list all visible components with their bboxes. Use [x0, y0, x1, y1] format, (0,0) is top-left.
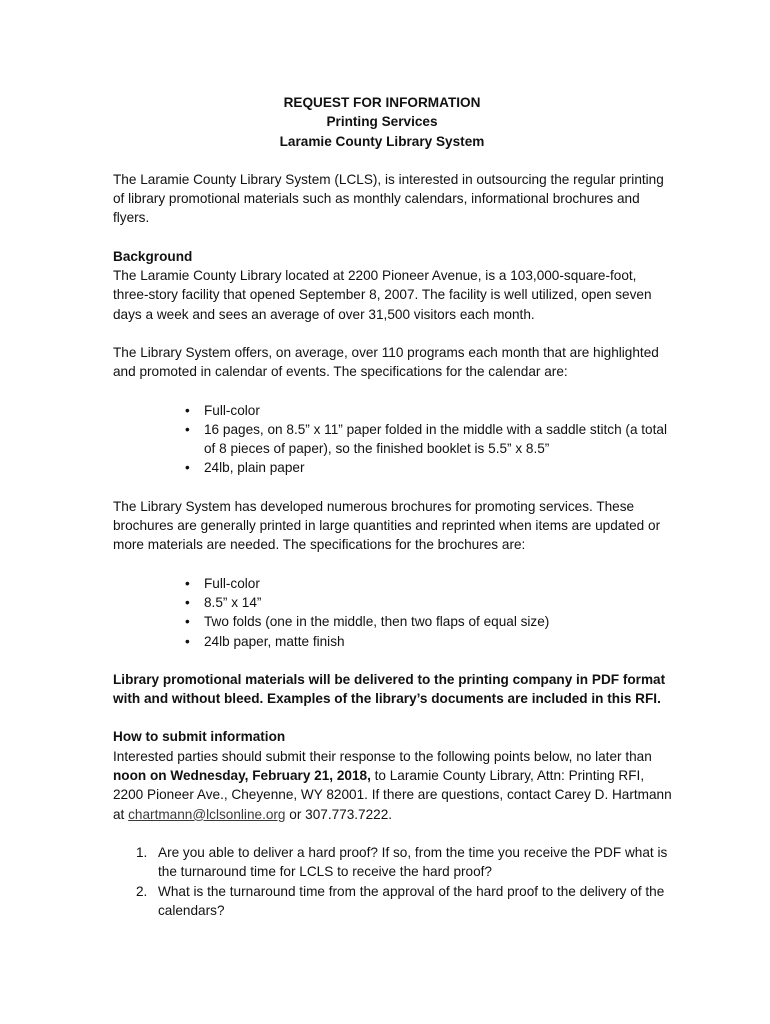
background-heading: Background	[113, 248, 193, 264]
calendar-spec-list	[113, 401, 673, 478]
brochure-spec-list	[113, 574, 673, 651]
submit-heading: How to submit information	[113, 729, 286, 745]
submit-deadline: noon on Wednesday, February 21, 2018,	[113, 768, 371, 784]
list-item: • Two folds (one in the middle, then two flaps of equal size)	[204, 612, 673, 631]
brochures-paragraph: The Library System has developed numerous brochures for promoting services. These brochures are generally printed in large quantities and reprinted when items are updated or more materials are needed. The specifications for the brochures are:	[113, 498, 661, 553]
list-item: • 16 pages, on 8.5” x 11” paper folded in the middle with a saddle stitch (a total of 8 pieces of paper), so the finished booklet is 5.5” x 8.5”	[204, 420, 673, 459]
question-text: Are you able to deliver a hard proof? If so, from the time you receive the PDF what is the turnaround time for LCLS to receive the hard proof?	[158, 844, 668, 880]
title-block	[91, 93, 673, 151]
intro-paragraph: The Laramie County Library System (LCLS), is interested in outsourcing the regular printing of library promotional materials such as monthly calendars, informational brochures and flyers.	[113, 171, 664, 226]
question-number: 2.	[136, 883, 148, 899]
background-paragraph-2: The Library System offers, on average, over 110 programs each month that are highlighted and promoted in calendar of events. The specifications for the calendar are:	[113, 344, 659, 380]
submit-text-after: to Laramie County Library, Attn: Printing RFI, 2200 Pioneer Ave., Cheyenne, WY 82001. If there are questions, contact Carey D. Hartmann at	[113, 768, 672, 822]
submit-text-end: or 307.773.7222.	[285, 806, 393, 822]
submit-paragraph	[113, 747, 673, 824]
list-item	[136, 882, 673, 921]
background-paragraph-1: The Laramie County Library located at 2200 Pioneer Avenue, is a 103,000-square-foot, three-story facility that opened September 8, 2007. The facility is well utilized, open seven days a week and sees an average of over 31,500 visitors each month.	[113, 268, 652, 322]
list-item: • 24lb paper, matte finish	[204, 632, 673, 651]
questions-list	[113, 843, 673, 920]
title-line-2: Printing Services	[326, 114, 438, 130]
question-text: What is the turnaround time from the approval of the hard proof to the delivery of the calendars?	[158, 883, 665, 918]
list-item: • Full-color	[204, 574, 673, 593]
question-number: 1.	[136, 844, 148, 860]
title-line-1: REQUEST FOR INFORMATION	[283, 95, 481, 110]
list-item: • 8.5” x 14”	[204, 593, 673, 612]
email-link[interactable]: chartmann@lclsonline.org	[128, 806, 286, 822]
title-line-3: Laramie County Library System	[279, 133, 485, 149]
list-item	[136, 843, 673, 882]
submit-text-before: Interested parties should submit their response to the following points below, no later than	[113, 748, 652, 764]
list-item: • Full-color	[204, 401, 673, 420]
pdf-notice: Library promotional materials will be delivered to the printing company in PDF format with and without bleed. Examples of the library’s documents are included in this RFI.	[113, 671, 666, 707]
list-item: • 24lb, plain paper	[204, 458, 673, 477]
document-body	[113, 93, 673, 920]
